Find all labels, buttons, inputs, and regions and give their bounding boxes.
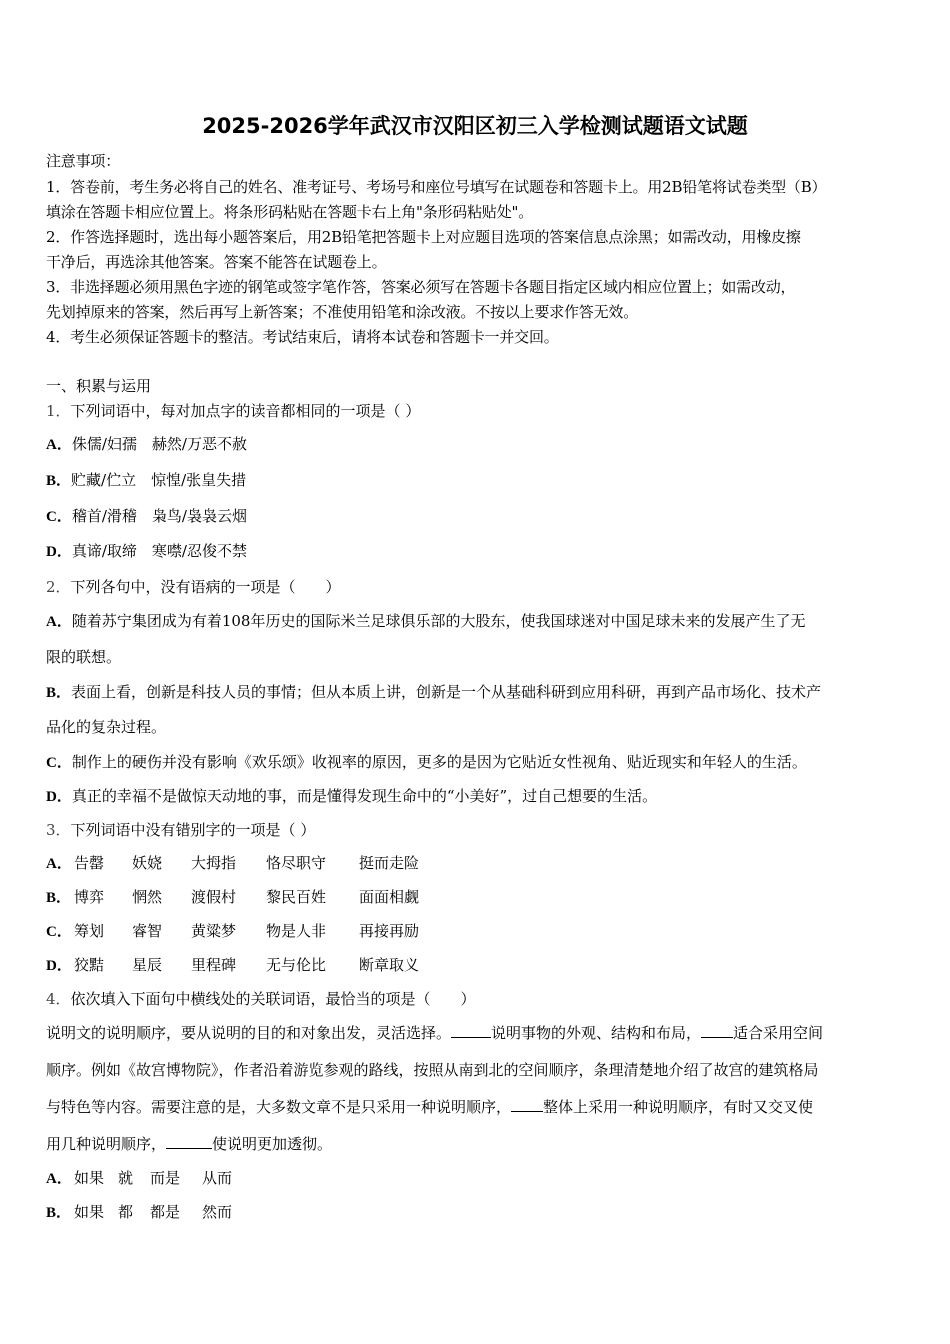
option-d: [46, 541, 247, 562]
notice-heading: 注意事项：: [46, 152, 121, 170]
option-word: 里程碑: [191, 956, 237, 974]
option-word: 再接再励: [359, 922, 420, 940]
question-stem: [46, 577, 341, 597]
fill-blank: [701, 1023, 733, 1038]
option-word: 物是人非: [266, 922, 327, 940]
option-text: 制作上的硬伤并没有影响《欢乐颂》收视率的原因，更多的是因为它贴近女性视角、贴近现实和年轻人的生活。: [71, 753, 807, 771]
option-word: 黄粱梦: [191, 922, 237, 940]
option-a: [46, 1168, 232, 1189]
question-stem: [46, 401, 420, 421]
fill-blank: [166, 1134, 212, 1149]
question-number: 2．: [46, 578, 71, 596]
option-a: [46, 611, 805, 632]
option-letter: B．: [46, 890, 72, 906]
passage-text: 适合采用空间: [733, 1024, 824, 1042]
question-stem: [46, 820, 315, 840]
passage-line: [46, 1134, 332, 1154]
question-text: 下列词语中没有错别字的一项是（ ）: [70, 821, 316, 839]
question-number: 4．: [46, 990, 71, 1008]
option-text: 真正的幸福不是做惊天动地的事，而是懂得发现生命中的“小美好”，过自己想要的生活。: [71, 787, 658, 805]
passage-text: 使说明更加透彻。: [212, 1135, 333, 1153]
option-word: 断章取义: [359, 956, 420, 974]
option-letter: B．: [46, 473, 72, 489]
option-letter: A．: [46, 437, 72, 453]
notice-line: 3．非选择题必须用黑色字迹的钢笔或签字笔作答，答案必须写在答题卡各题目指定区域内相应位置上；如需改动，: [46, 278, 796, 296]
option-word: 渡假村: [191, 888, 237, 906]
notice-line: 干净后，再选涂其他答案。答案不能答在试题卷上。: [46, 253, 387, 271]
option-text: 稽首/滑稽 枭鸟/袅袅云烟: [71, 507, 247, 525]
option-letter: B．: [46, 685, 72, 701]
option-word: 星辰: [132, 956, 163, 974]
option-text: 侏儒/妇孺 赫然/万恶不赦: [71, 435, 247, 453]
option-letter: D．: [46, 789, 72, 805]
question-number: 3．: [46, 821, 71, 839]
passage-text: 用几种说明顺序，: [46, 1135, 167, 1153]
passage-text: 与特色等内容。需要注意的是，大多数文章不是只采用一种说明顺序，: [46, 1098, 512, 1116]
option-word: 然而: [202, 1203, 233, 1221]
question-stem: [46, 989, 476, 1009]
notice-line: 填涂在答题卡相应位置上。将条形码粘贴在答题卡右上角"条形码粘贴处"。: [46, 203, 534, 221]
passage-text: 说明文的说明顺序，要从说明的目的和对象出发，灵活选择。: [46, 1024, 452, 1042]
option-a: [46, 434, 247, 455]
document-title: 2025-2026学年武汉市汉阳区初三入学检测试题语文试题: [202, 114, 748, 138]
option-word: 都是: [150, 1203, 181, 1221]
question-text: 下列词语中，每对加点字的读音都相同的一项是（ ）: [70, 402, 421, 420]
option-a-continued: 限的联想。: [46, 648, 122, 666]
passage-text: 顺序。例如《故宫博物院》，作者沿着游览参观的路线，按照从南到北的空间顺序，条理清楚地介绍了故宫的建筑格局: [46, 1061, 819, 1079]
option-d: [46, 955, 419, 976]
question-number: 1．: [46, 402, 71, 420]
option-word: 面面相觑: [359, 888, 420, 906]
option-b: [46, 682, 821, 703]
option-b: [46, 887, 419, 908]
passage-line: [46, 1023, 823, 1043]
option-letter: C．: [46, 755, 72, 771]
option-word: 如果: [74, 1203, 105, 1221]
option-word: 黎民百姓: [266, 888, 327, 906]
option-word: 就: [118, 1169, 134, 1187]
passage-text: 说明事物的外观、结构和布局，: [491, 1024, 702, 1042]
option-word: 妖娆: [132, 854, 163, 872]
passage-text: 整体上采用一种说明顺序，有时又交叉使: [543, 1098, 814, 1116]
question-text: 下列各句中，没有语病的一项是（ ）: [70, 578, 341, 596]
option-letter: D．: [46, 958, 72, 974]
option-word: 都: [118, 1203, 134, 1221]
option-word: 从而: [202, 1169, 233, 1187]
option-b: [46, 1202, 232, 1223]
option-word: 惘然: [132, 888, 163, 906]
option-word: 大拇指: [191, 854, 237, 872]
option-word: 狡黠: [74, 956, 105, 974]
option-a: [46, 853, 419, 874]
option-b-continued: 品化的复杂过程。: [46, 718, 167, 736]
option-text: 真谛/取缔 寒噤/忍俊不禁: [71, 542, 247, 560]
option-word: 恪尽职守: [266, 854, 327, 872]
option-letter: C．: [46, 509, 72, 525]
passage-line: [46, 1060, 819, 1080]
option-word: 筹划: [74, 922, 105, 940]
option-c: [46, 506, 247, 527]
option-text: 随着苏宁集团成为有着108年历史的国际米兰足球俱乐部的大股东，使我国球迷对中国足球未来的发展产生了无: [71, 612, 806, 630]
option-word: 如果: [74, 1169, 105, 1187]
option-word: 挺而走险: [359, 854, 420, 872]
section-heading: 一、积累与运用: [46, 377, 152, 395]
option-letter: C．: [46, 924, 72, 940]
option-letter: A．: [46, 614, 72, 630]
option-c: [46, 752, 807, 773]
notice-line: 4．考生必须保证答题卡的整洁。考试结束后，请将本试卷和答题卡一并交回。: [46, 328, 559, 346]
fill-blank: [511, 1097, 543, 1112]
notice-line: 1．答卷前，考生务必将自己的姓名、准考证号、考场号和座位号填写在试题卷和答题卡上。用2B铅笔将试卷类型（B）: [46, 178, 827, 196]
option-word: 睿智: [132, 922, 163, 940]
option-c: [46, 921, 419, 942]
question-text: 依次填入下面句中横线处的关联词语，最恰当的项是（ ）: [70, 990, 476, 1008]
option-text: 表面上看，创新是科技人员的事情；但从本质上讲，创新是一个从基础科研到应用科研，再到产品市场化、技术产: [71, 683, 822, 701]
option-d: [46, 786, 657, 807]
option-letter: D．: [46, 544, 72, 560]
passage-line: [46, 1097, 813, 1117]
notice-line: 2．作答选择题时，选出每小题答案后，用2B铅笔把答题卡上对应题目选项的答案信息点涂黑；如需改动，用橡皮擦: [46, 228, 801, 246]
option-letter: B．: [46, 1205, 72, 1221]
option-word: 无与伦比: [266, 956, 327, 974]
option-letter: A．: [46, 1171, 72, 1187]
option-word: 博弈: [74, 888, 105, 906]
option-letter: A．: [46, 856, 72, 872]
option-b: [46, 470, 246, 491]
option-text: 贮藏/伫立 惊惶/张皇失措: [71, 471, 247, 489]
option-word: 而是: [150, 1169, 181, 1187]
fill-blank: [451, 1023, 491, 1038]
notice-line: 先划掉原来的答案，然后再写上新答案；不准使用铅笔和涂改液。不按以上要求作答无效。: [46, 303, 639, 321]
option-word: 告罄: [74, 854, 105, 872]
